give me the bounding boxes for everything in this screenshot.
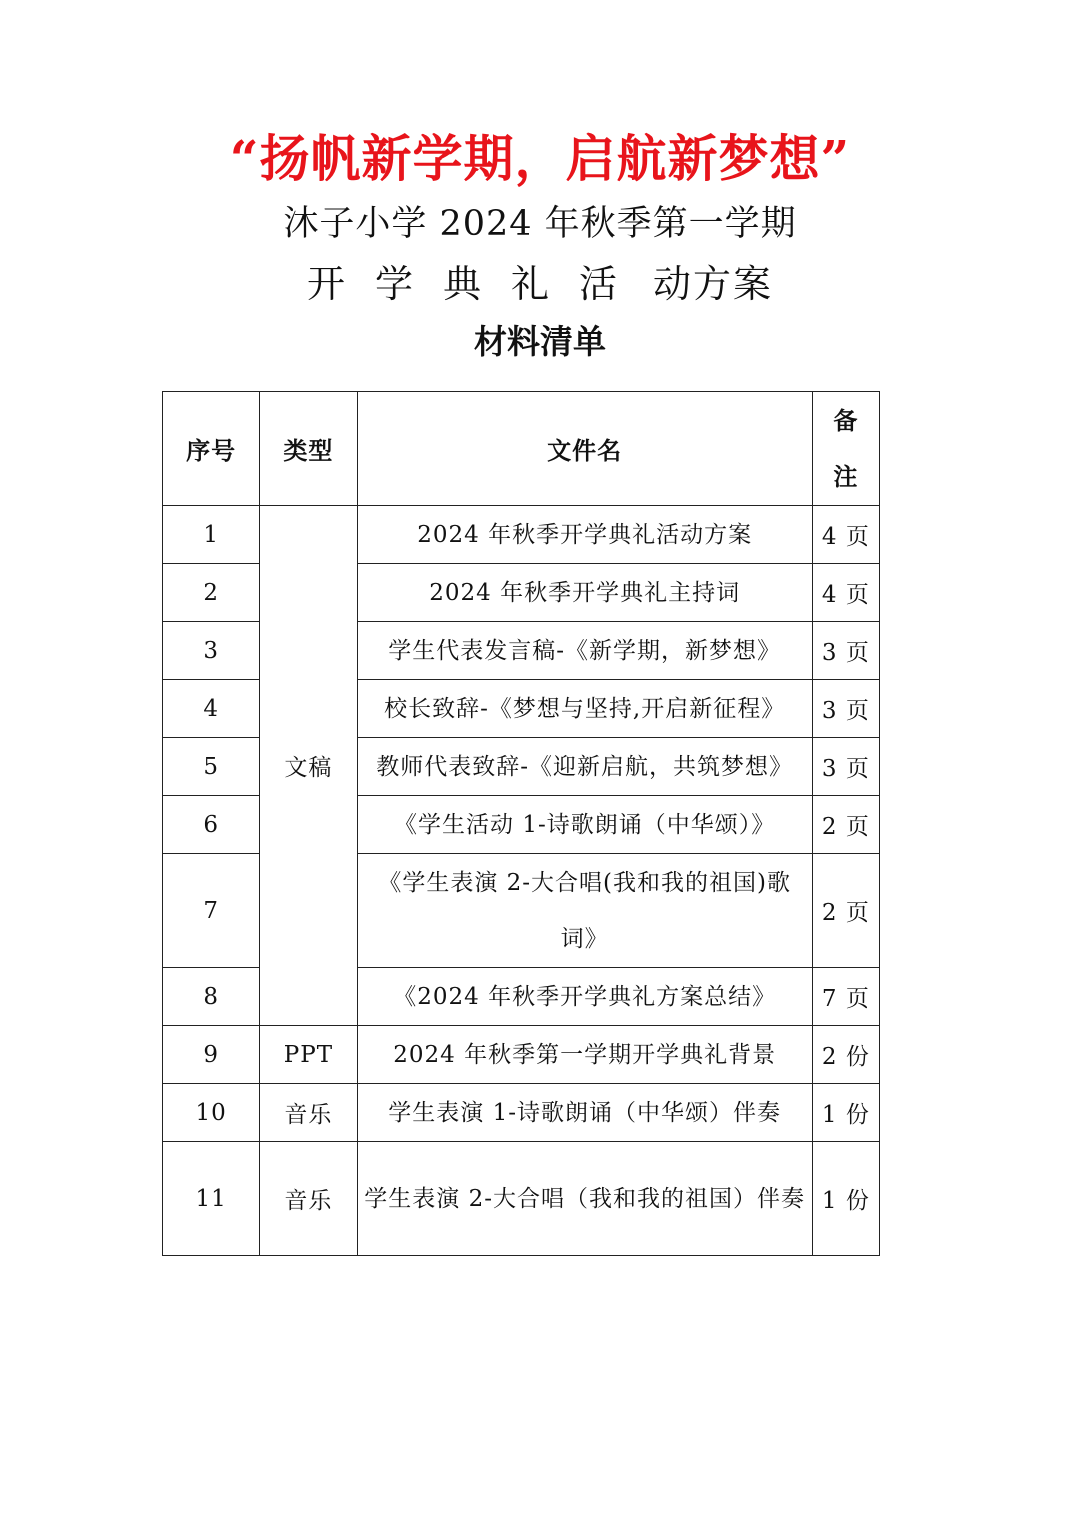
- cell-note: 2 页: [812, 796, 879, 854]
- subtitle-char: 活: [579, 262, 620, 306]
- table-row: [163, 506, 880, 564]
- table-row: [163, 1142, 880, 1256]
- cell-filename: 2024 年秋季第一学期开学典礼背景: [357, 1026, 812, 1084]
- cell-type: PPT: [260, 1026, 357, 1084]
- cell-note: 1 份: [812, 1084, 879, 1142]
- header-note-top: 备: [833, 405, 859, 435]
- table-header-row: [163, 392, 880, 506]
- header-no: 序号: [163, 392, 260, 506]
- cell-filename: 学生代表发言稿-《新学期，新梦想》: [357, 622, 812, 680]
- cell-no: 6: [163, 796, 260, 854]
- cell-note: 7 页: [812, 968, 879, 1026]
- subtitle-char: 动方案: [653, 262, 774, 306]
- cell-note: 1 份: [812, 1142, 879, 1256]
- header-filename: 文件名: [357, 392, 812, 506]
- cell-no: 1: [163, 506, 260, 564]
- ceremony-plan-subtitle: [0, 258, 1080, 310]
- table-row: [163, 1084, 880, 1142]
- cell-filename: 学生表演 1-诗歌朗诵（中华颂）伴奏: [357, 1084, 812, 1142]
- cell-type: 文稿: [260, 506, 357, 1026]
- subtitle-char: 典: [442, 262, 483, 306]
- header-note-bottom: 注: [833, 461, 859, 491]
- cell-note: 3 页: [812, 680, 879, 738]
- cell-filename: 学生表演 2-大合唱（我和我的祖国）伴奏: [357, 1142, 812, 1256]
- cell-note: 2 份: [812, 1026, 879, 1084]
- cell-no: 7: [163, 854, 260, 968]
- material-list-heading: 材料清单: [474, 322, 606, 361]
- cell-note: 4 页: [812, 506, 879, 564]
- cell-filename: 2024 年秋季开学典礼主持词: [357, 564, 812, 622]
- cell-no: 5: [163, 738, 260, 796]
- cell-no: 10: [163, 1084, 260, 1142]
- cell-filename: 《学生表演 2-大合唱(我和我的祖国)歌词》: [357, 854, 812, 968]
- cell-no: 8: [163, 968, 260, 1026]
- cell-note: 3 页: [812, 622, 879, 680]
- school-term-subtitle: 沐子小学 2024 年秋季第一学期: [283, 204, 797, 244]
- cell-filename: 教师代表致辞-《迎新启航，共筑梦想》: [357, 738, 812, 796]
- cell-no: 3: [163, 622, 260, 680]
- subtitle-char: 学: [374, 262, 415, 306]
- cell-filename: 校长致辞-《梦想与坚持,开启新征程》: [357, 680, 812, 738]
- cell-no: 9: [163, 1026, 260, 1084]
- cell-note: 4 页: [812, 564, 879, 622]
- cell-no: 2: [163, 564, 260, 622]
- cell-filename: 2024 年秋季开学典礼活动方案: [357, 506, 812, 564]
- page-title: “扬帆新学期，启航新梦想”: [229, 129, 851, 188]
- cell-note: 2 页: [812, 854, 879, 968]
- cell-note: 3 页: [812, 738, 879, 796]
- cell-no: 11: [163, 1142, 260, 1256]
- subtitle-char: 开: [306, 262, 347, 306]
- cell-type: 音乐: [260, 1142, 357, 1256]
- cell-no: 4: [163, 680, 260, 738]
- header-type: 类型: [260, 392, 357, 506]
- cell-filename: 《学生活动 1-诗歌朗诵（中华颂）》: [357, 796, 812, 854]
- cell-filename: 《2024 年秋季开学典礼方案总结》: [357, 968, 812, 1026]
- materials-table: [162, 391, 880, 1256]
- table-row: [163, 1026, 880, 1084]
- cell-type: 音乐: [260, 1084, 357, 1142]
- subtitle-char: 礼: [511, 262, 552, 306]
- header-note: [812, 392, 879, 506]
